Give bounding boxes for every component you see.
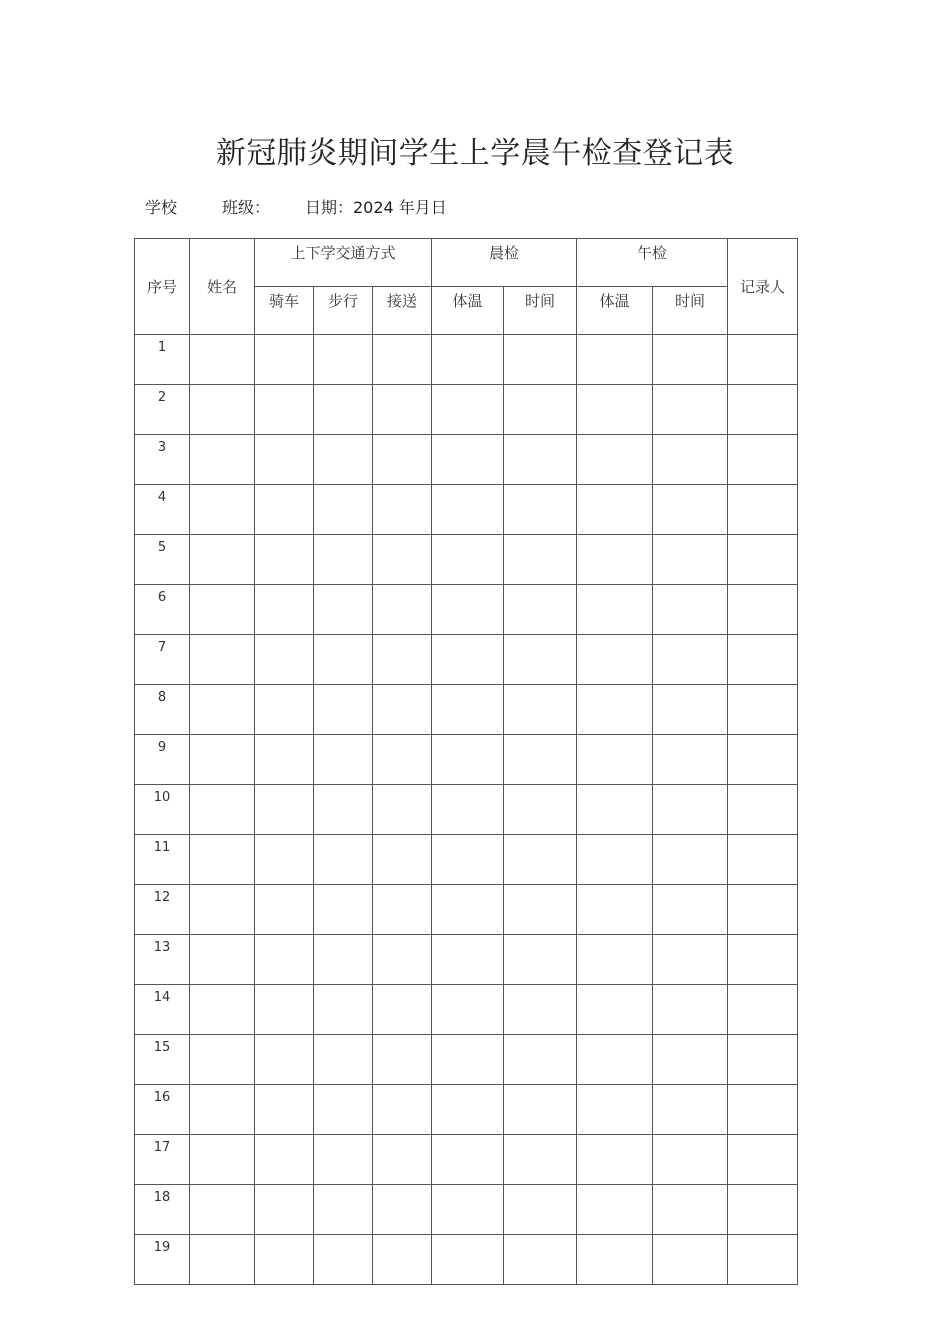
ride-cell[interactable]: [255, 985, 314, 1035]
temp-noon-cell[interactable]: [577, 1185, 653, 1235]
name-cell[interactable]: [190, 585, 255, 635]
time-morning-cell[interactable]: [504, 385, 577, 435]
temp-morning-cell[interactable]: [432, 885, 504, 935]
date-label: 日期：2024 年月日: [305, 198, 447, 217]
name-cell[interactable]: [190, 1135, 255, 1185]
table-row: [135, 835, 798, 885]
time-morning-cell[interactable]: [504, 735, 577, 785]
pickup-cell[interactable]: [373, 535, 432, 585]
temp-noon-cell[interactable]: [577, 635, 653, 685]
temp-noon-cell[interactable]: [577, 985, 653, 1035]
temp-noon-cell[interactable]: [577, 335, 653, 385]
temp-morning-cell[interactable]: [432, 1085, 504, 1135]
time-noon-cell[interactable]: [653, 935, 728, 985]
ride-cell[interactable]: [255, 1135, 314, 1185]
time-noon-cell[interactable]: [653, 1185, 728, 1235]
recorder-cell[interactable]: [728, 985, 798, 1035]
row-index: 9: [135, 735, 190, 785]
pickup-cell[interactable]: [373, 1085, 432, 1135]
walk-cell[interactable]: [314, 485, 373, 535]
name-cell[interactable]: [190, 785, 255, 835]
recorder-cell[interactable]: [728, 835, 798, 885]
table-row: [135, 1085, 798, 1135]
recorder-cell[interactable]: [728, 585, 798, 635]
name-cell[interactable]: [190, 885, 255, 935]
temp-morning-cell[interactable]: [432, 785, 504, 835]
time-noon-cell[interactable]: [653, 1135, 728, 1185]
walk-cell[interactable]: [314, 535, 373, 585]
temp-morning-cell[interactable]: [432, 835, 504, 885]
header-pickup: 接送: [373, 287, 432, 335]
row-index: 13: [135, 935, 190, 985]
walk-cell[interactable]: [314, 885, 373, 935]
pickup-cell[interactable]: [373, 435, 432, 485]
name-cell[interactable]: [190, 985, 255, 1035]
table-row: [135, 935, 798, 985]
recorder-cell[interactable]: [728, 685, 798, 735]
table-row: [135, 1035, 798, 1085]
row-index: 5: [135, 535, 190, 585]
temp-morning-cell[interactable]: [432, 685, 504, 735]
time-morning-cell[interactable]: [504, 435, 577, 485]
recorder-cell[interactable]: [728, 485, 798, 535]
name-cell[interactable]: [190, 535, 255, 585]
walk-cell[interactable]: [314, 1185, 373, 1235]
time-noon-cell[interactable]: [653, 685, 728, 735]
recorder-cell[interactable]: [728, 1185, 798, 1235]
name-cell[interactable]: [190, 635, 255, 685]
recorder-cell[interactable]: [728, 1085, 798, 1135]
ride-cell[interactable]: [255, 785, 314, 835]
pickup-cell[interactable]: [373, 935, 432, 985]
recorder-cell[interactable]: [728, 1035, 798, 1085]
temp-noon-cell[interactable]: [577, 735, 653, 785]
pickup-cell[interactable]: [373, 685, 432, 735]
row-index: 16: [135, 1085, 190, 1135]
recorder-cell[interactable]: [728, 885, 798, 935]
recorder-cell[interactable]: [728, 435, 798, 485]
school-label: 学校: [145, 198, 178, 217]
ride-cell[interactable]: [255, 1035, 314, 1085]
name-cell[interactable]: [190, 685, 255, 735]
ride-cell[interactable]: [255, 935, 314, 985]
header-walk: 步行: [314, 287, 373, 335]
pickup-cell[interactable]: [373, 1035, 432, 1085]
ride-cell[interactable]: [255, 485, 314, 535]
temp-noon-cell[interactable]: [577, 835, 653, 885]
header-time-noon: 时间: [653, 287, 728, 335]
temp-noon-cell[interactable]: [577, 935, 653, 985]
temp-noon-cell[interactable]: [577, 1035, 653, 1085]
recorder-cell[interactable]: [728, 335, 798, 385]
time-morning-cell[interactable]: [504, 1085, 577, 1135]
time-morning-cell[interactable]: [504, 1035, 577, 1085]
recorder-cell[interactable]: [728, 385, 798, 435]
table-row: [135, 785, 798, 835]
temp-morning-cell[interactable]: [432, 435, 504, 485]
name-cell[interactable]: [190, 435, 255, 485]
temp-noon-cell[interactable]: [577, 885, 653, 935]
recorder-cell[interactable]: [728, 535, 798, 585]
walk-cell[interactable]: [314, 585, 373, 635]
temp-morning-cell[interactable]: [432, 935, 504, 985]
name-cell[interactable]: [190, 485, 255, 535]
row-index: 1: [135, 335, 190, 385]
ride-cell[interactable]: [255, 585, 314, 635]
row-index: 10: [135, 785, 190, 835]
row-index: 15: [135, 1035, 190, 1085]
ride-cell[interactable]: [255, 1085, 314, 1135]
time-morning-cell[interactable]: [504, 485, 577, 535]
time-morning-cell[interactable]: [504, 585, 577, 635]
time-morning-cell[interactable]: [504, 985, 577, 1035]
pickup-cell[interactable]: [373, 585, 432, 635]
check-register-table: [134, 238, 798, 1285]
walk-cell[interactable]: [314, 435, 373, 485]
temp-morning-cell[interactable]: [432, 535, 504, 585]
walk-cell[interactable]: [314, 785, 373, 835]
temp-noon-cell[interactable]: [577, 535, 653, 585]
time-morning-cell[interactable]: [504, 685, 577, 735]
temp-noon-cell[interactable]: [577, 1135, 653, 1185]
table-row: [135, 385, 798, 435]
table-row: [135, 635, 798, 685]
table-row: [135, 535, 798, 585]
time-noon-cell[interactable]: [653, 785, 728, 835]
recorder-cell[interactable]: [728, 1135, 798, 1185]
temp-morning-cell[interactable]: [432, 1235, 504, 1285]
time-morning-cell[interactable]: [504, 635, 577, 685]
name-cell[interactable]: [190, 385, 255, 435]
name-cell[interactable]: [190, 1085, 255, 1135]
recorder-cell[interactable]: [728, 785, 798, 835]
page-title: 新冠肺炎期间学生上学晨午检查登记表: [215, 136, 735, 171]
row-index: 7: [135, 635, 190, 685]
header-index: 序号: [135, 239, 190, 335]
time-noon-cell[interactable]: [653, 1085, 728, 1135]
pickup-cell[interactable]: [373, 885, 432, 935]
row-index: 19: [135, 1235, 190, 1285]
time-noon-cell[interactable]: [653, 485, 728, 535]
name-cell[interactable]: [190, 335, 255, 385]
temp-morning-cell[interactable]: [432, 735, 504, 785]
temp-noon-cell[interactable]: [577, 1235, 653, 1285]
time-noon-cell[interactable]: [653, 1035, 728, 1085]
time-noon-cell[interactable]: [653, 635, 728, 685]
time-morning-cell[interactable]: [504, 335, 577, 385]
time-noon-cell[interactable]: [653, 535, 728, 585]
header-temp-morning: 体温: [432, 287, 504, 335]
temp-morning-cell[interactable]: [432, 585, 504, 635]
walk-cell[interactable]: [314, 835, 373, 885]
time-morning-cell[interactable]: [504, 785, 577, 835]
temp-morning-cell[interactable]: [432, 1035, 504, 1085]
time-noon-cell[interactable]: [653, 835, 728, 885]
walk-cell[interactable]: [314, 1085, 373, 1135]
walk-cell[interactable]: [314, 685, 373, 735]
temp-morning-cell[interactable]: [432, 635, 504, 685]
row-index: 18: [135, 1185, 190, 1235]
header-transport: 上下学交通方式: [255, 239, 432, 287]
row-index: 11: [135, 835, 190, 885]
walk-cell[interactable]: [314, 1235, 373, 1285]
temp-morning-cell[interactable]: [432, 335, 504, 385]
ride-cell[interactable]: [255, 335, 314, 385]
header-noon-check: 午检: [577, 239, 728, 287]
temp-noon-cell[interactable]: [577, 485, 653, 535]
pickup-cell[interactable]: [373, 335, 432, 385]
name-cell[interactable]: [190, 735, 255, 785]
table-row: [135, 335, 798, 385]
header-name: 姓名: [190, 239, 255, 335]
table-row: [135, 985, 798, 1035]
time-noon-cell[interactable]: [653, 735, 728, 785]
table-row: [135, 885, 798, 935]
table-row: [135, 1185, 798, 1235]
table-row: [135, 685, 798, 735]
walk-cell[interactable]: [314, 1035, 373, 1085]
recorder-cell[interactable]: [728, 635, 798, 685]
header-recorder: 记录人: [728, 239, 798, 335]
table-row: [135, 1135, 798, 1185]
temp-morning-cell[interactable]: [432, 485, 504, 535]
ride-cell[interactable]: [255, 685, 314, 735]
header-morning-check: 晨检: [432, 239, 577, 287]
ride-cell[interactable]: [255, 1185, 314, 1235]
time-morning-cell[interactable]: [504, 1185, 577, 1235]
ride-cell[interactable]: [255, 635, 314, 685]
recorder-cell[interactable]: [728, 1235, 798, 1285]
temp-noon-cell[interactable]: [577, 685, 653, 735]
temp-noon-cell[interactable]: [577, 1085, 653, 1135]
pickup-cell[interactable]: [373, 735, 432, 785]
ride-cell[interactable]: [255, 385, 314, 435]
ride-cell[interactable]: [255, 535, 314, 585]
time-noon-cell[interactable]: [653, 985, 728, 1035]
header-ride: 骑车: [255, 287, 314, 335]
pickup-cell[interactable]: [373, 385, 432, 435]
walk-cell[interactable]: [314, 985, 373, 1035]
name-cell[interactable]: [190, 1235, 255, 1285]
table-row: [135, 435, 798, 485]
header-temp-noon: 体温: [577, 287, 653, 335]
ride-cell[interactable]: [255, 435, 314, 485]
walk-cell[interactable]: [314, 635, 373, 685]
ride-cell[interactable]: [255, 735, 314, 785]
ride-cell[interactable]: [255, 885, 314, 935]
row-index: 3: [135, 435, 190, 485]
walk-cell[interactable]: [314, 1135, 373, 1185]
table-row: [135, 585, 798, 635]
time-noon-cell[interactable]: [653, 1235, 728, 1285]
time-morning-cell[interactable]: [504, 885, 577, 935]
row-index: 14: [135, 985, 190, 1035]
row-index: 2: [135, 385, 190, 435]
recorder-cell[interactable]: [728, 735, 798, 785]
temp-morning-cell[interactable]: [432, 1185, 504, 1235]
time-morning-cell[interactable]: [504, 1235, 577, 1285]
class-label: 班级：: [222, 198, 271, 217]
table-row: [135, 1235, 798, 1285]
pickup-cell[interactable]: [373, 985, 432, 1035]
name-cell[interactable]: [190, 1185, 255, 1235]
time-morning-cell[interactable]: [504, 935, 577, 985]
temp-noon-cell[interactable]: [577, 585, 653, 635]
time-morning-cell[interactable]: [504, 535, 577, 585]
walk-cell[interactable]: [314, 735, 373, 785]
pickup-cell[interactable]: [373, 1235, 432, 1285]
pickup-cell[interactable]: [373, 835, 432, 885]
header-time-morning: 时间: [504, 287, 577, 335]
time-morning-cell[interactable]: [504, 835, 577, 885]
row-index: 4: [135, 485, 190, 535]
time-noon-cell[interactable]: [653, 585, 728, 635]
row-index: 12: [135, 885, 190, 935]
table-row: [135, 485, 798, 535]
row-index: 17: [135, 1135, 190, 1185]
recorder-cell[interactable]: [728, 935, 798, 985]
name-cell[interactable]: [190, 935, 255, 985]
pickup-cell[interactable]: [373, 1135, 432, 1185]
ride-cell[interactable]: [255, 1235, 314, 1285]
row-index: 8: [135, 685, 190, 735]
time-noon-cell[interactable]: [653, 885, 728, 935]
name-cell[interactable]: [190, 835, 255, 885]
time-morning-cell[interactable]: [504, 1135, 577, 1185]
temp-morning-cell[interactable]: [432, 1135, 504, 1185]
row-index: 6: [135, 585, 190, 635]
header-row-1: [135, 239, 798, 287]
temp-morning-cell[interactable]: [432, 985, 504, 1035]
time-noon-cell[interactable]: [653, 385, 728, 435]
pickup-cell[interactable]: [373, 635, 432, 685]
pickup-cell[interactable]: [373, 485, 432, 535]
walk-cell[interactable]: [314, 335, 373, 385]
ride-cell[interactable]: [255, 835, 314, 885]
pickup-cell[interactable]: [373, 785, 432, 835]
name-cell[interactable]: [190, 1035, 255, 1085]
walk-cell[interactable]: [314, 935, 373, 985]
time-noon-cell[interactable]: [653, 335, 728, 385]
pickup-cell[interactable]: [373, 1185, 432, 1235]
time-noon-cell[interactable]: [653, 435, 728, 485]
table-row: [135, 735, 798, 785]
temp-noon-cell[interactable]: [577, 785, 653, 835]
temp-noon-cell[interactable]: [577, 385, 653, 435]
temp-noon-cell[interactable]: [577, 435, 653, 485]
walk-cell[interactable]: [314, 385, 373, 435]
temp-morning-cell[interactable]: [432, 385, 504, 435]
